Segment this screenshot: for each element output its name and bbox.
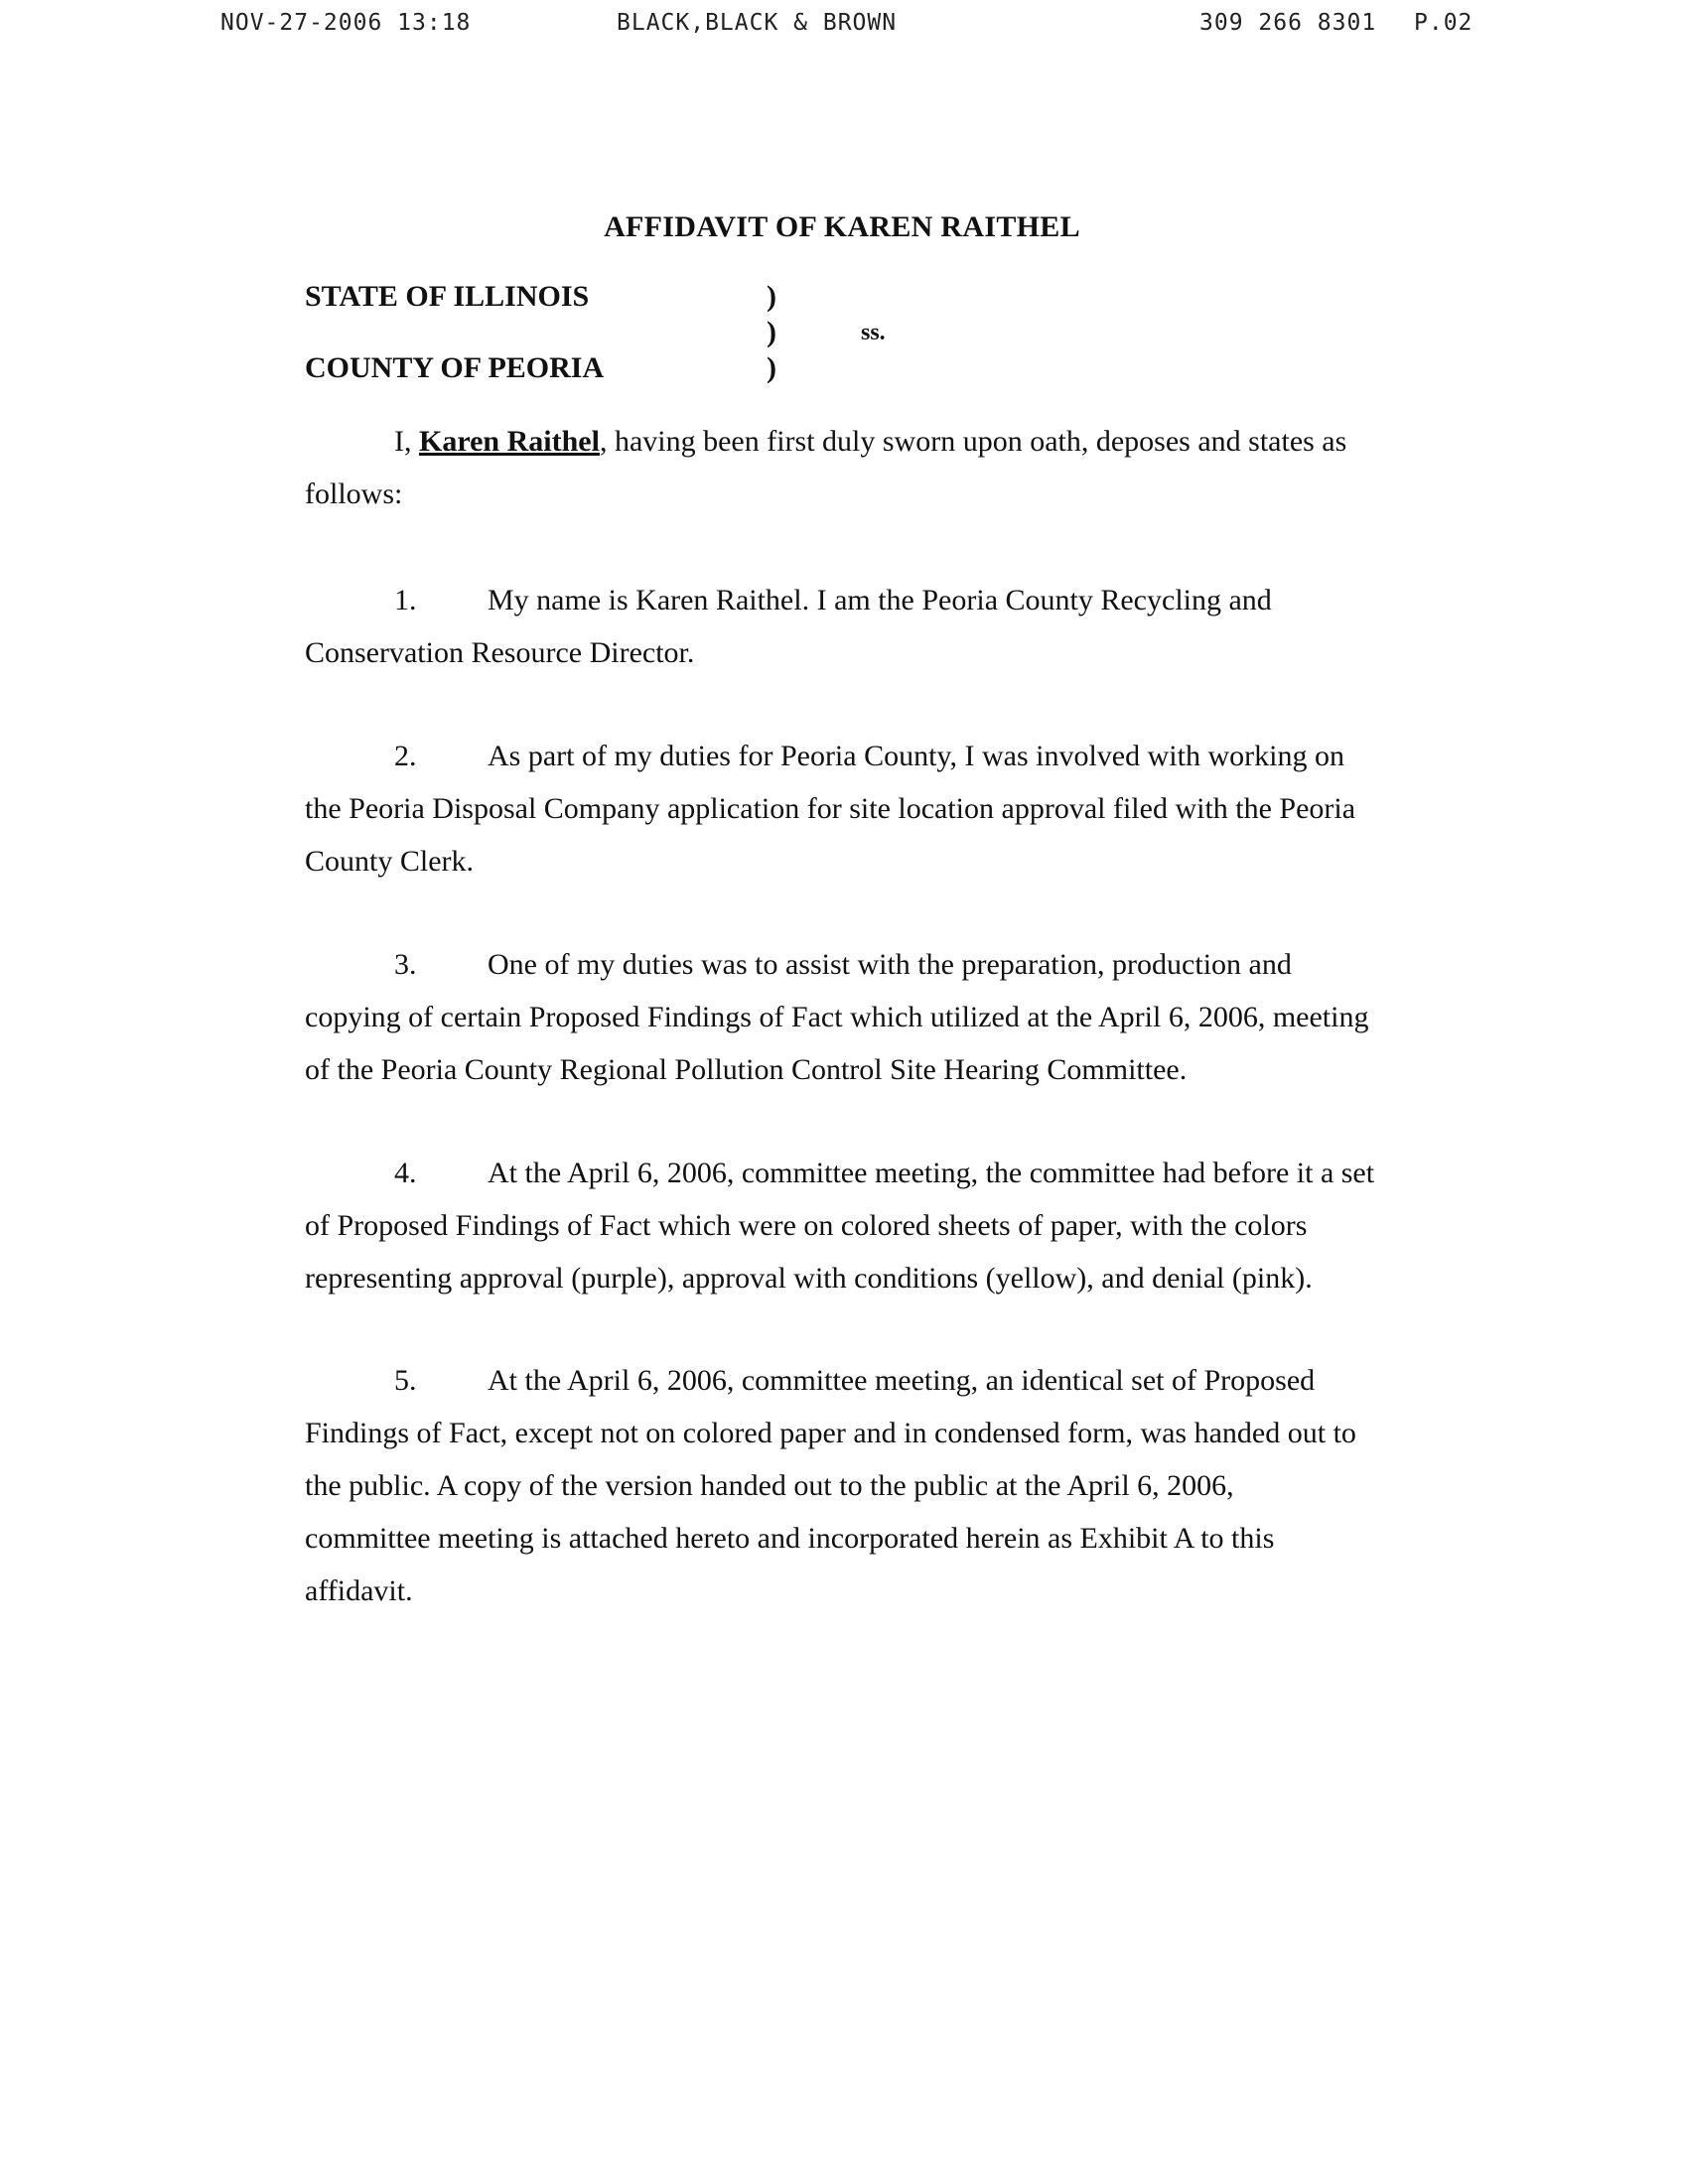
caption-ss: ss.	[861, 320, 886, 345]
intro-prefix: I,	[394, 425, 419, 458]
paragraph-line: the Peoria Disposal Company application for site location approval filed with the Peoria	[305, 792, 1356, 825]
paragraph-2	[305, 730, 1407, 887]
paragraph-1	[305, 574, 1407, 679]
paragraph-5	[305, 1354, 1407, 1617]
paragraph-text: My name is Karen Raithel. I am the Peoria County Recycling and	[488, 584, 1272, 616]
caption-county: COUNTY OF PEORIA	[305, 351, 605, 384]
fax-date-time: NOV-27-2006 13:18	[220, 10, 472, 36]
paragraph-line: representing approval (purple), approval with conditions (yellow), and denial (pink).	[305, 1262, 1313, 1295]
paragraph-first-line	[305, 1354, 1407, 1407]
intro-paragraph	[305, 415, 1407, 520]
paragraph-line: copying of certain Proposed Findings of Fact which utilized at the April 6, 2006, meeting	[305, 1001, 1369, 1033]
intro-line-1	[305, 415, 1407, 468]
paragraph-line: committee meeting is attached hereto and incorporated herein as Exhibit A to this	[305, 1522, 1275, 1555]
paragraph-number: 4.	[394, 1157, 417, 1189]
paragraph-text: One of my duties was to assist with the preparation, production and	[488, 948, 1292, 981]
document-title: AFFIDAVIT OF KAREN RAITHEL	[604, 210, 1080, 243]
paragraph-first-line	[305, 574, 1407, 626]
paragraph-number: 3.	[394, 948, 417, 981]
paragraph-text: As part of my duties for Peoria County, I was involved with working on	[488, 740, 1344, 772]
paragraph-line: Findings of Fact, except not on colored paper and in condensed form, was handed out to	[305, 1417, 1356, 1449]
paragraph-line: the public. A copy of the version handed out to the public at the April 6, 2006,	[305, 1469, 1234, 1502]
paragraph-line: affidavit.	[305, 1574, 413, 1607]
caption-state: STATE OF ILLINOIS	[305, 280, 590, 313]
paragraph-4	[305, 1147, 1407, 1304]
paragraph-3	[305, 938, 1407, 1096]
paragraph-line: of Proposed Findings of Fact which were on colored sheets of paper, with the colors	[305, 1209, 1308, 1242]
paragraph-first-line	[305, 1147, 1407, 1199]
paragraph-number: 2.	[394, 740, 417, 772]
venue-caption	[305, 280, 1000, 389]
fax-page-number: P.02	[1414, 10, 1474, 36]
paragraph-first-line	[305, 938, 1407, 991]
intro-line-2: follows:	[305, 478, 403, 510]
paragraph-text: At the April 6, 2006, committee meeting, an identical set of Proposed	[488, 1364, 1316, 1397]
fax-sender-firm: BLACK,BLACK & BROWN	[617, 10, 898, 36]
caption-paren: )	[767, 316, 776, 348]
paragraph-first-line	[305, 730, 1407, 782]
paragraph-line: County Clerk.	[305, 845, 474, 878]
caption-paren: )	[767, 351, 776, 384]
intro-rest: , having been first duly sworn upon oath, deposes and states as	[599, 425, 1347, 458]
paragraph-number: 1.	[394, 584, 417, 616]
paragraph-number: 5.	[394, 1364, 417, 1397]
paragraph-text: At the April 6, 2006, committee meeting, the committee had before it a set	[488, 1157, 1375, 1189]
paragraph-line: of the Peoria County Regional Pollution Control Site Hearing Committee.	[305, 1053, 1188, 1086]
affiant-name: Karen Raithel	[419, 425, 600, 458]
paragraph-line: Conservation Resource Director.	[305, 636, 695, 669]
caption-paren: )	[767, 280, 776, 313]
fax-phone-number: 309 266 8301	[1199, 10, 1377, 36]
